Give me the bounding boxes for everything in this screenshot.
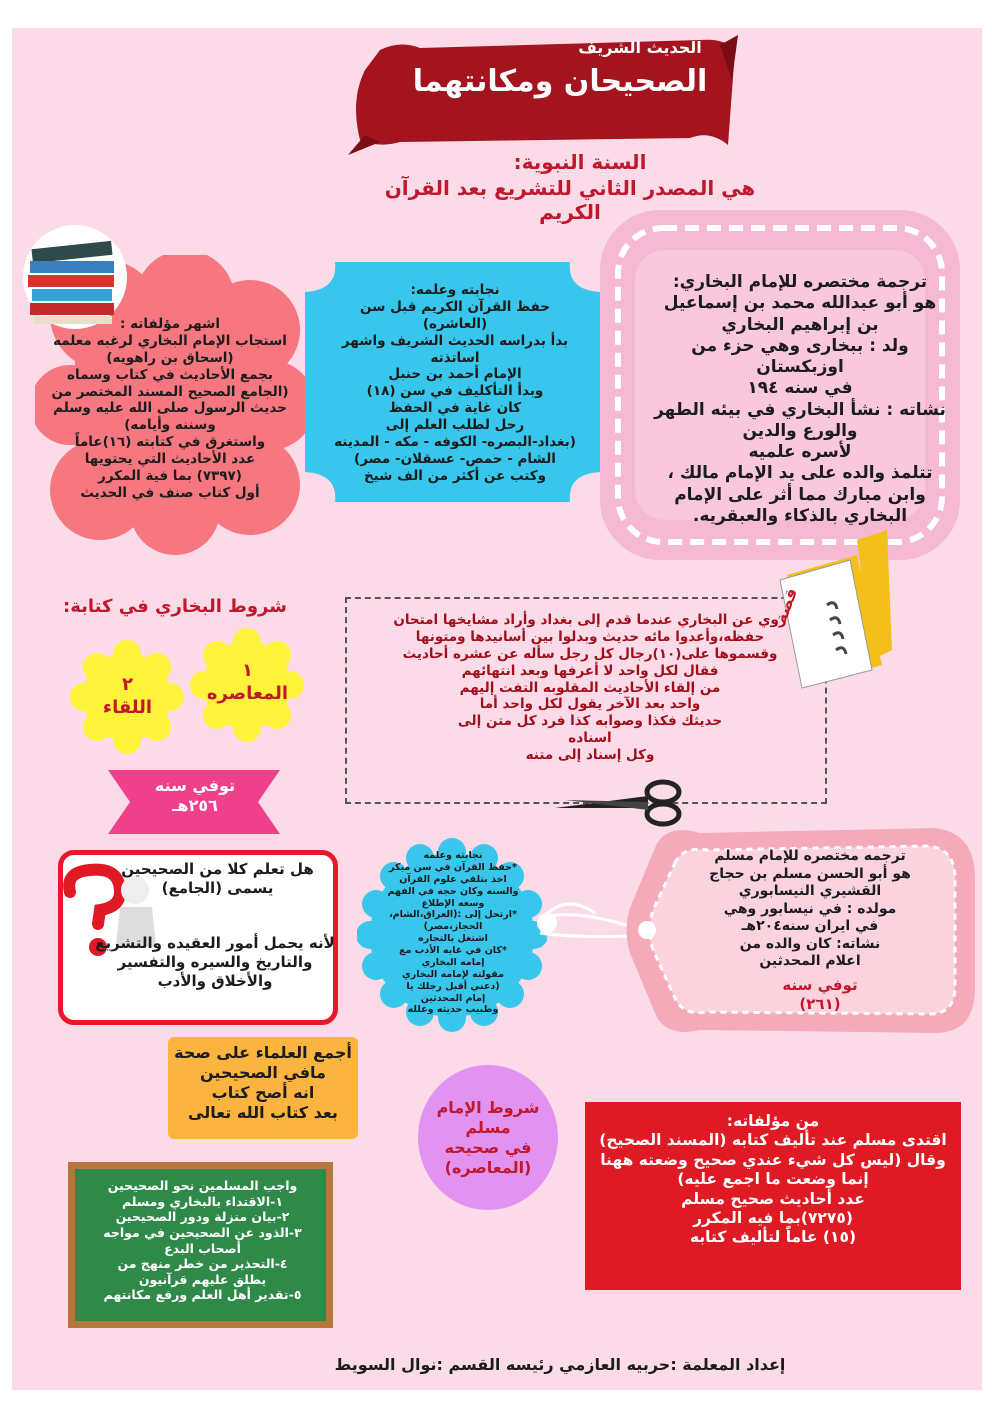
bukhari-bio-text <box>650 272 950 527</box>
muslim-bio-line: في ايران سنه٢٠٤هـ <box>741 918 879 934</box>
najabah-line: (العاشره) <box>422 315 488 332</box>
bukhari-works-text <box>50 316 290 502</box>
duties-line: ١-الاقتداء بالبخاري ومسلم <box>122 1193 283 1209</box>
works-line: واستغرق في كتابته (١٦)عاماً <box>74 434 266 451</box>
answer-line: والتاريخ والسيره والتفسير <box>117 952 313 971</box>
muslim-najabah-line: اخذ بتلقي علوم القرآن <box>399 873 507 885</box>
muslim-works-line: إنما وضعت ما اجمع عليه) <box>677 1170 869 1189</box>
bukhari-najabah-text <box>330 282 580 485</box>
story-line: حفظه،وأعدوا مائه حديث وبدلوا بين أسانيدها ومتونها <box>415 628 765 645</box>
works-line: (الجامع الصحيح المسند المختصر من <box>51 383 289 400</box>
najabah-line: وكتب عن أكثر من الف شيخ <box>363 467 547 484</box>
muslim-najabah-line: والسنه وكان حجه في الفهم <box>387 885 519 897</box>
bio-line: لأسره علميه <box>748 442 852 462</box>
muslim-death-text <box>755 976 885 1014</box>
muslim-najabah-line: إمامه البخاري <box>421 956 485 968</box>
duties-text <box>85 1178 320 1303</box>
muslim-najabah-line: (دعني أقبل رجلك يا <box>406 980 500 992</box>
duties-line: ٢-بيان منزلة ودور الصحيحين <box>115 1209 290 1225</box>
bio-line: تتلمذ والده على يد الإمام مالك ، <box>667 463 933 484</box>
works-line: عدد الأحاديث التي يحتويها <box>84 451 256 467</box>
bukhari-conditions-heading: شروط البخاري في كتابة: <box>63 596 287 617</box>
consensus-line: مافي الصحيحين <box>200 1063 326 1082</box>
muslim-bio-line: نشاته: كان والده من <box>739 935 881 952</box>
story-line: وكل إسناد إلى متنه <box>525 747 655 763</box>
muslim-bio-line: مولده : في نيسابور وهي <box>723 900 897 917</box>
muslim-death-label: توفي سنه <box>782 976 858 994</box>
condition-1 <box>200 660 295 705</box>
duties-line: أصحاب البدع <box>164 1240 241 1256</box>
muslim-najabah-line: *ارتحل إلى :(العراق،الشام، <box>389 909 517 921</box>
story-line: واحد بعد الآخر يقول لكل واحد أما <box>479 696 701 713</box>
muslim-najabah-text <box>378 850 528 1016</box>
muslim-najabah-line: إمام المحدثين <box>420 992 486 1004</box>
najabah-line: نجابته وعلمه: <box>410 282 500 298</box>
works-line: حديث الرسول صلى الله عليه وسلم <box>53 400 287 417</box>
duties-line: يطلق عليهم قرآنيون <box>138 1271 267 1287</box>
consensus-text <box>168 1043 358 1123</box>
duties-line: ٣-الذود عن الصحيحين في مواجه <box>103 1224 302 1240</box>
bio-line: بن إبراهيم البخاري <box>721 314 879 335</box>
story-line: فقال لكل واحد لا أعرفها وبعد انتهائهم <box>461 662 719 679</box>
works-line: (اسحاق بن راهويه) <box>106 349 234 366</box>
story-line: وقسموها على(١٠)رجال كل رجل سأله عن عشره أحاديث <box>402 645 778 662</box>
bio-line: ترجمة مختصره للإمام البخاري: <box>672 272 928 292</box>
muslim-works-line: اقتدى مسلم عند تأليف كتابه (المسند الصحيح) <box>599 1131 947 1150</box>
sahihayn-question: هل تعلم كلا من الصحيحين يسمى (الجامع) <box>121 860 314 897</box>
muslim-works-line: (١٥) عاماً لتأليف كتابه <box>689 1228 857 1247</box>
works-line: أول كتاب صنف في الحديث <box>80 484 260 501</box>
muslim-bio-text <box>695 848 925 971</box>
death-year: ٢٥٦هـ <box>172 796 218 815</box>
bio-line: والورع والدين <box>742 420 858 441</box>
duties-line: ٥-تقدير أهل العلم ورفع مكانتهم <box>103 1287 302 1303</box>
muslim-najabah-line: الحجاز،مصر) <box>423 921 483 933</box>
page-title: الصحيحان ومكانتهما <box>412 64 708 99</box>
najabah-line: رحل لطلب العلم إلى <box>385 417 525 433</box>
muslim-conditions-line: مسلم <box>465 1118 511 1137</box>
books-icon <box>20 225 130 330</box>
works-line: استجاب الإمام البخاري لرغبه معلمه <box>53 332 287 349</box>
story-line: اسناده <box>568 730 612 747</box>
consensus-line: أجمع العلماء على صحة <box>174 1043 352 1062</box>
bio-line: البخاري بالذكاء والعبقريه. <box>692 505 908 526</box>
story-text <box>365 612 815 764</box>
story-tag: قصة <box>770 585 802 626</box>
condition-number: ٢ <box>122 674 133 695</box>
duties-line: ٤-التحذير من خطر منهج من <box>117 1256 288 1272</box>
consensus-line: انه أصح كتاب <box>211 1083 315 1102</box>
muslim-conditions-text <box>418 1098 558 1178</box>
najabah-line: كان غاية في الحفظ <box>388 400 522 417</box>
sunnah-heading: السنة النبوية: <box>513 150 647 174</box>
bio-line: وابن مبارك مما أثر على الإمام <box>674 484 926 505</box>
condition-2 <box>80 674 175 719</box>
najabah-line: الشام - حمص- عسقلان- مصر) <box>354 450 556 467</box>
bio-line: ولد : ببخارى وهي حزء من اوزبكستان <box>691 335 909 377</box>
answer-line: والأخلاق والأدب <box>157 971 273 990</box>
condition-label: المعاصره <box>206 682 289 704</box>
najabah-line: بدأ بدراسه الحديث الشريف واشهر اساتذته <box>341 332 569 366</box>
works-line: بجمع الأحاديث في كتاب وسماه <box>67 366 273 383</box>
works-line: وسننه وأيامه) <box>124 417 216 434</box>
najabah-line: (بغداد-البصره- الكوفه - مكه - المدينه <box>334 433 576 450</box>
sahihayn-answer <box>95 934 335 990</box>
muslim-conditions-line: شروط الإمام <box>436 1098 540 1117</box>
footer-credit: إعداد المعلمة :حربيه العازمي رئيسه القسم :نوال السويط <box>334 1355 786 1374</box>
title-subtitle: الحديث الشريف <box>578 38 702 57</box>
muslim-najabah-line: وسعه الإطلاع <box>421 897 485 909</box>
muslim-works-line: من مؤلفاته: <box>726 1112 820 1130</box>
muslim-bio-line: هو أبو الحسن مسلم بن حجاج <box>709 865 911 882</box>
muslim-works-text <box>595 1112 951 1248</box>
works-line: (٧٣٩٧) بما فية المكرر <box>98 467 242 484</box>
muslim-conditions-line: (المعاصره) <box>444 1158 532 1177</box>
story-line: حديثك فكذا وصوابه كذا فرد كل متن إلى <box>457 713 723 730</box>
muslim-najabah-line: مقولته لإمامه البخاري <box>402 968 504 980</box>
muslim-najabah-line: نجابته وعلمه <box>423 850 483 861</box>
muslim-bio-line: القشيري النيسابوري <box>738 883 882 899</box>
duties-line: واجب المسلمين نحو الصحيحين <box>107 1178 298 1193</box>
muslim-works-line: (٧٢٧٥)بما فيه المكرر <box>693 1208 853 1227</box>
muslim-najabah-line: وطبيب حديثه وعلله <box>407 1004 499 1016</box>
sunnah-definition: هي المصدر الثاني للتشريع بعد القرآن الكريم <box>384 176 756 224</box>
najabah-line: وبدأ التأكليف في سن (١٨) <box>366 383 544 400</box>
bio-line: هو أبو عبدالله محمد بن إسماعيل <box>663 293 937 314</box>
muslim-najabah-line: اشتغل بالتجاره <box>418 933 488 945</box>
works-line: اشهر مؤلفاته : <box>120 316 220 332</box>
condition-label: اللقاء <box>102 696 153 718</box>
bio-line: في سنه ١٩٤ <box>747 378 853 399</box>
muslim-bio-line: ترجمه مختصره للإمام مسلم <box>714 848 906 864</box>
story-line: من إلقاء الأحاديث المقلوبه التفت إليهم <box>459 679 721 696</box>
bio-line: نشاته : نشأ البخاري في بيئه الطهر <box>654 399 946 420</box>
muslim-works-line: عدد أحاديث صحيح مسلم <box>681 1189 865 1208</box>
condition-number: ١ <box>242 660 253 681</box>
najabah-line: حفظ القرآن الكريم قبل سن <box>359 298 551 315</box>
muslim-death-year: (٢٦١) <box>799 994 841 1013</box>
muslim-najabah-line: *حفظ القرآن في سن مبكر <box>389 861 517 873</box>
muslim-conditions-line: في صحيحه <box>444 1138 532 1157</box>
muslim-najabah-line: *كان في غايه الأدب مع <box>399 945 507 956</box>
bukhari-death-text <box>135 776 255 816</box>
najabah-line: الإمام أحمد بن حنبل <box>388 366 522 383</box>
muslim-works-line: وقال (ليس كل شيء عندي صحيح وضعته ههنا <box>600 1150 946 1169</box>
story-line: روي عن البخاري عندما قدم إلى بغداد وأراد مشايخها امتحان <box>393 612 787 628</box>
answer-line: لأنه يحمل أمور العقيده والتشريع <box>95 934 335 952</box>
consensus-line: بعد كتاب الله تعالى <box>188 1103 338 1122</box>
death-label: توفي سنه <box>154 776 236 795</box>
muslim-bio-line: اعلام المحدثين <box>759 953 861 969</box>
